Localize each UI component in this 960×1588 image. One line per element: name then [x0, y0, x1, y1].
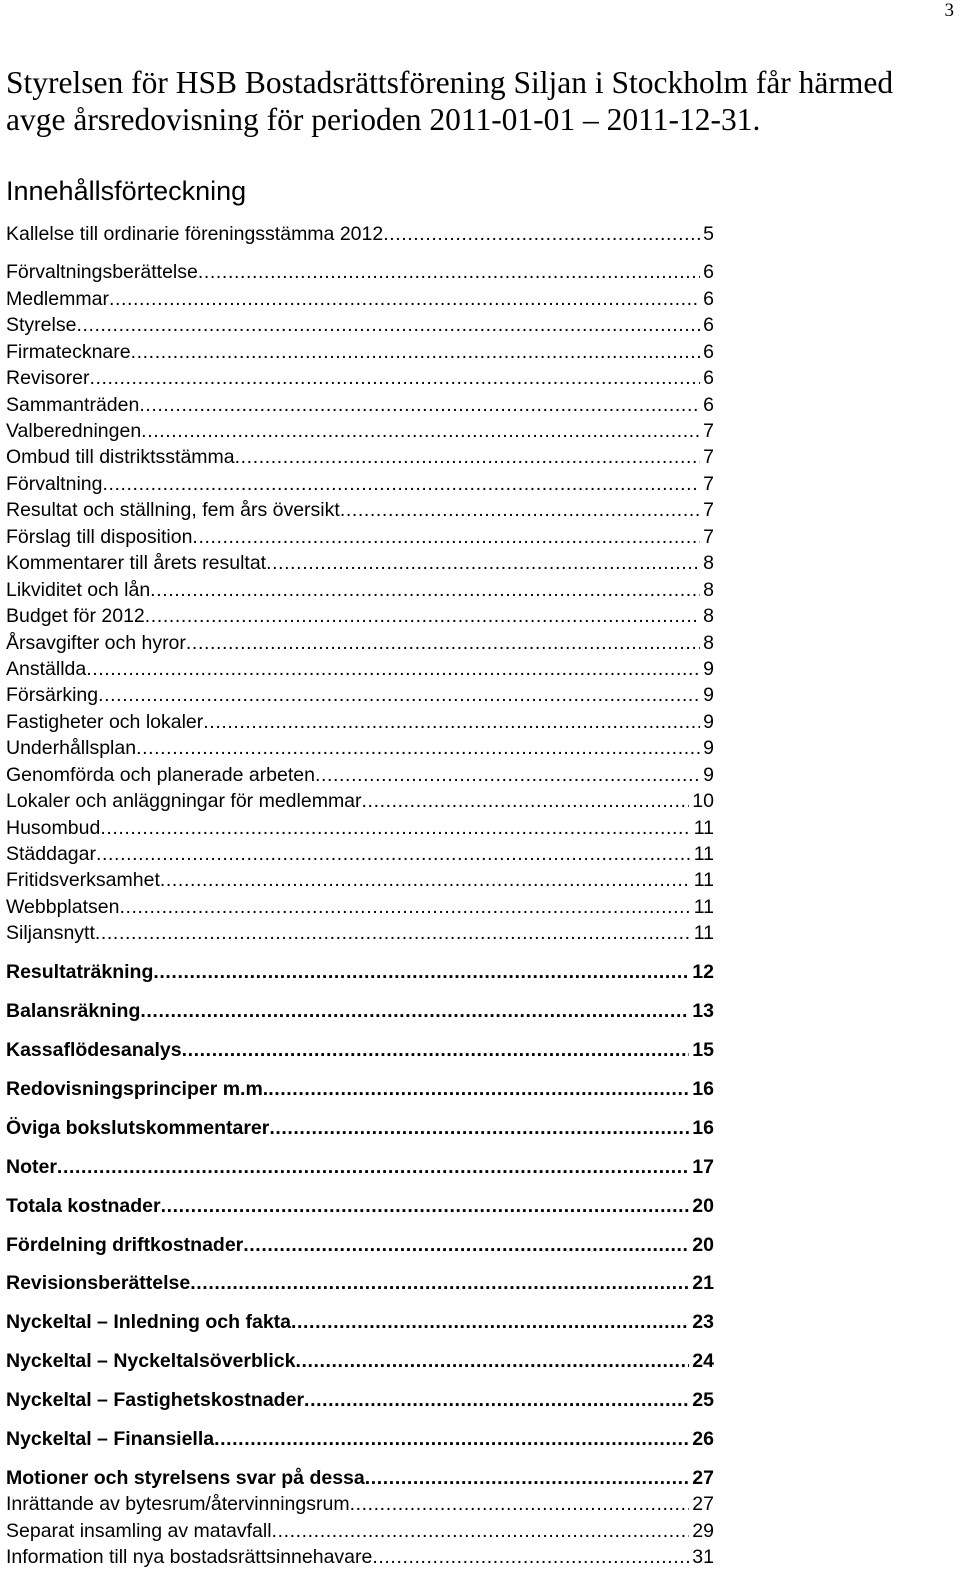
- toc-entry[interactable]: [6, 1309, 714, 1335]
- toc-heading: Innehållsförteckning: [6, 176, 247, 206]
- toc-dot-leader: [186, 630, 700, 656]
- toc-dot-leader: [383, 221, 700, 247]
- toc-dot-leader: [119, 894, 690, 920]
- toc-entry[interactable]: [6, 221, 714, 247]
- toc-entry[interactable]: [6, 286, 714, 312]
- toc-dot-leader: [269, 1115, 689, 1141]
- toc-entry-title: Firmatecknare: [6, 341, 131, 363]
- toc-entry[interactable]: [6, 1115, 714, 1141]
- toc-entry[interactable]: [6, 418, 714, 444]
- toc-entry-title: Fritidsverksamhet: [6, 869, 160, 891]
- toc-entry[interactable]: [6, 1037, 714, 1063]
- toc-entry-page: 20: [692, 1234, 714, 1256]
- toc-entry-title: Husombud: [6, 817, 101, 839]
- toc-dot-leader: [153, 959, 689, 985]
- toc-entry-title: Information till nya bostadsrättsinnehavare: [6, 1546, 373, 1568]
- toc-entry[interactable]: [6, 550, 714, 576]
- toc-entry-title: Revisorer: [6, 367, 90, 389]
- toc-entry-title: Totala kostnader: [6, 1195, 161, 1217]
- toc-entry-page: 9: [703, 737, 714, 759]
- toc-entry[interactable]: [6, 735, 714, 761]
- toc-entry[interactable]: [6, 1426, 714, 1452]
- toc-dot-leader: [372, 1544, 689, 1570]
- toc-dot-leader: [182, 1037, 690, 1063]
- toc-entry[interactable]: [6, 1076, 714, 1102]
- toc-entry-title: Nyckeltal – Inledning och fakta: [6, 1311, 291, 1333]
- toc-entry[interactable]: [6, 998, 714, 1024]
- toc-entry-title: Webbplatsen: [6, 896, 120, 918]
- toc-dot-leader: [131, 339, 701, 365]
- toc-entry-title: Styrelse: [6, 314, 77, 336]
- toc-dot-leader: [272, 1518, 690, 1544]
- toc-dot-leader: [139, 392, 700, 418]
- toc-entry-page: 29: [692, 1520, 714, 1542]
- toc-dot-leader: [98, 682, 700, 708]
- toc-entry[interactable]: [6, 1465, 714, 1491]
- toc-entry[interactable]: [6, 577, 714, 603]
- toc-entry-page: 8: [703, 552, 714, 574]
- toc-entry-page: 9: [703, 764, 714, 786]
- toc-dot-leader: [304, 1387, 689, 1413]
- toc-entry-title: Separat insamling av matavfall: [6, 1520, 272, 1542]
- toc-entry-title: Förslag till disposition: [6, 526, 193, 548]
- toc-entry-page: 9: [703, 711, 714, 733]
- toc-entry-title: Genomförda och planerade arbeten: [6, 764, 315, 786]
- toc-entry[interactable]: [6, 471, 714, 497]
- toc-entry-page: 7: [703, 420, 714, 442]
- toc-entry[interactable]: [6, 444, 714, 470]
- toc-dot-leader: [141, 418, 700, 444]
- toc-entry-page: 23: [692, 1311, 714, 1333]
- toc-entry-page: 8: [703, 579, 714, 601]
- toc-entry[interactable]: [6, 339, 714, 365]
- toc-entry[interactable]: [6, 867, 714, 893]
- toc-entry-title: Redovisningsprinciper m.m.: [6, 1078, 269, 1100]
- toc-entry-page: 6: [703, 367, 714, 389]
- toc-dot-leader: [190, 1270, 689, 1296]
- toc-entry[interactable]: [6, 1518, 714, 1544]
- toc-entry-title: Nyckeltal – Fastighetskostnader: [6, 1389, 305, 1411]
- toc-entry-title: Noter: [6, 1156, 57, 1178]
- toc-entry-title: Fastigheter och lokaler: [6, 711, 204, 733]
- toc-dot-leader: [268, 1076, 689, 1102]
- toc-entry-page: 11: [693, 869, 714, 891]
- toc-entry-page: 7: [703, 499, 714, 521]
- toc-dot-leader: [96, 841, 691, 867]
- toc-entry-title: Städdagar: [6, 843, 96, 865]
- toc-entry-page: 25: [692, 1389, 714, 1411]
- toc-entry-title: Kommentarer till årets resultat: [6, 552, 267, 574]
- toc-entry-page: 11: [693, 817, 714, 839]
- toc-entry-page: 20: [692, 1195, 714, 1217]
- toc-dot-leader: [100, 815, 690, 841]
- toc-entry[interactable]: [6, 1270, 714, 1296]
- toc-entry-page: 26: [692, 1428, 714, 1450]
- toc-entry[interactable]: [6, 762, 714, 788]
- toc-entry[interactable]: [6, 1193, 714, 1219]
- toc-dot-leader: [315, 762, 700, 788]
- toc-entry[interactable]: [6, 682, 714, 708]
- toc-entry[interactable]: [6, 1232, 714, 1258]
- toc-entry[interactable]: [6, 894, 714, 920]
- toc-entry-page: 8: [703, 632, 714, 654]
- toc-entry-title: Medlemmar: [6, 288, 109, 310]
- toc-entry-page: 31: [692, 1546, 714, 1568]
- toc-entry-page: 11: [693, 922, 714, 944]
- toc-entry-title: Nyckeltal – Finansiella: [6, 1428, 215, 1450]
- toc-dot-leader: [266, 550, 700, 576]
- toc-entry-title: Motioner och styrelsens svar på dessa: [6, 1467, 365, 1489]
- toc-entry-title: Sammanträden: [6, 394, 140, 416]
- toc-entry[interactable]: [6, 841, 714, 867]
- toc-dot-leader: [198, 259, 700, 285]
- toc-entry-page: 16: [692, 1078, 714, 1100]
- toc-entry-page: 5: [703, 223, 714, 245]
- toc-entry-title: Fördelning driftkostnader: [6, 1234, 244, 1256]
- toc-entry-page: 27: [692, 1493, 714, 1515]
- page-number: 3: [944, 0, 954, 21]
- toc-entry-title: Öviga bokslutskommentarer: [6, 1117, 270, 1139]
- toc-dot-leader: [136, 735, 700, 761]
- toc-entry-title: Kallelse till ordinarie föreningsstämma 2012: [6, 223, 384, 245]
- toc-entry-page: 11: [693, 896, 714, 918]
- toc-entry[interactable]: [6, 656, 714, 682]
- toc-entry-title: Inrättande av bytesrum/återvinningsrum: [6, 1493, 350, 1515]
- toc-dot-leader: [150, 577, 700, 603]
- toc-entry-title: Balansräkning: [6, 1000, 141, 1022]
- toc-dot-leader: [214, 1426, 689, 1452]
- toc-dot-leader: [243, 1232, 689, 1258]
- toc-entry-page: 8: [703, 605, 714, 627]
- toc-entry-page: 7: [703, 526, 714, 548]
- toc-entry-title: Siljansnytt: [6, 922, 95, 944]
- toc-entry-page: 13: [692, 1000, 714, 1022]
- toc-entry[interactable]: [6, 312, 714, 338]
- toc-dot-leader: [365, 1465, 690, 1491]
- toc-entry-page: 9: [703, 658, 714, 680]
- toc-dot-leader: [57, 1154, 689, 1180]
- toc-entry-page: 24: [692, 1350, 714, 1372]
- toc-entry[interactable]: [6, 1387, 714, 1413]
- toc-entry-title: Lokaler och anläggningar för medlemmar: [6, 790, 362, 812]
- toc-dot-leader: [86, 656, 700, 682]
- toc-entry[interactable]: [6, 524, 714, 550]
- toc-dot-leader: [161, 1193, 690, 1219]
- toc-entry-title: Underhållsplan: [6, 737, 137, 759]
- toc-dot-leader: [350, 1491, 690, 1517]
- toc-entry-page: 9: [703, 684, 714, 706]
- toc-dot-leader: [160, 867, 691, 893]
- toc-entry-title: Förvaltning: [6, 473, 103, 495]
- toc-dot-leader: [203, 709, 700, 735]
- toc-dot-leader: [145, 603, 700, 629]
- toc-entry-title: Resultat och ställning, fem års översikt: [6, 499, 340, 521]
- toc-entry-page: 27: [692, 1467, 714, 1489]
- toc-entry[interactable]: [6, 1348, 714, 1374]
- toc-entry-page: 6: [703, 261, 714, 283]
- toc-dot-leader: [95, 920, 691, 946]
- toc-dot-leader: [340, 497, 700, 523]
- toc-entry-title: Anställda: [6, 658, 87, 680]
- toc-entry-title: Kassaflödesanalys: [6, 1039, 182, 1061]
- toc-dot-leader: [76, 312, 700, 338]
- toc-entry-page: 15: [692, 1039, 714, 1061]
- toc-entry-title: Likviditet och lån: [6, 579, 151, 601]
- toc-entry-page: 11: [693, 843, 714, 865]
- toc-entry-page: 21: [692, 1272, 714, 1294]
- toc-entry-page: 6: [703, 288, 714, 310]
- toc-entry-title: Nyckeltal – Nyckeltalsöverblick: [6, 1350, 296, 1372]
- toc-dot-leader: [291, 1309, 689, 1335]
- toc-entry-title: Valberedningen: [6, 420, 142, 442]
- toc-entry-title: Årsavgifter och hyror: [6, 632, 186, 654]
- toc-entry-title: Resultaträkning: [6, 961, 154, 983]
- toc-entry-title: Revisionsberättelse: [6, 1272, 191, 1294]
- toc-dot-leader: [140, 998, 689, 1024]
- toc-entry-page: 10: [692, 790, 714, 812]
- toc-dot-leader: [295, 1348, 689, 1374]
- toc-entry-page: 16: [692, 1117, 714, 1139]
- intro-paragraph: Styrelsen för HSB Bostadsrättsförening Siljan i Stockholm får härmed avge årsredovisning för perioden 2011-01-01 – 2011-12-31.: [6, 65, 894, 137]
- toc-entry[interactable]: [6, 497, 714, 523]
- toc-entry-page: 6: [703, 394, 714, 416]
- toc-entry[interactable]: [6, 259, 714, 285]
- toc-dot-leader: [89, 365, 700, 391]
- toc-entry-page: 12: [692, 961, 714, 983]
- toc-entry-title: Försärking: [6, 684, 99, 706]
- toc-dot-leader: [362, 788, 690, 814]
- toc-entry[interactable]: [6, 1544, 714, 1570]
- toc-entry[interactable]: [6, 815, 714, 841]
- toc-entry[interactable]: [6, 920, 714, 946]
- toc-dot-leader: [235, 444, 701, 470]
- toc-entry[interactable]: [6, 709, 714, 735]
- toc-entry[interactable]: [6, 788, 714, 814]
- toc-entry-page: 6: [703, 341, 714, 363]
- toc-entry-title: Budget för 2012: [6, 605, 145, 627]
- toc-dot-leader: [109, 286, 700, 312]
- toc-entry-title: Förvaltningsberättelse: [6, 261, 198, 283]
- toc-entry-page: 6: [703, 314, 714, 336]
- toc-entry[interactable]: [6, 392, 714, 418]
- toc-entry[interactable]: [6, 1154, 714, 1180]
- toc-entry-page: 17: [692, 1156, 714, 1178]
- toc-entry[interactable]: [6, 959, 714, 985]
- toc-entry-page: 7: [703, 446, 714, 468]
- toc-entry-page: 7: [703, 473, 714, 495]
- toc-dot-leader: [102, 471, 700, 497]
- toc-dot-leader: [192, 524, 700, 550]
- toc-entry[interactable]: [6, 630, 714, 656]
- toc-entry[interactable]: [6, 1491, 714, 1517]
- toc-entry-title: Ombud till distriktsstämma: [6, 446, 235, 468]
- toc-entry[interactable]: [6, 365, 714, 391]
- toc-entry[interactable]: [6, 603, 714, 629]
